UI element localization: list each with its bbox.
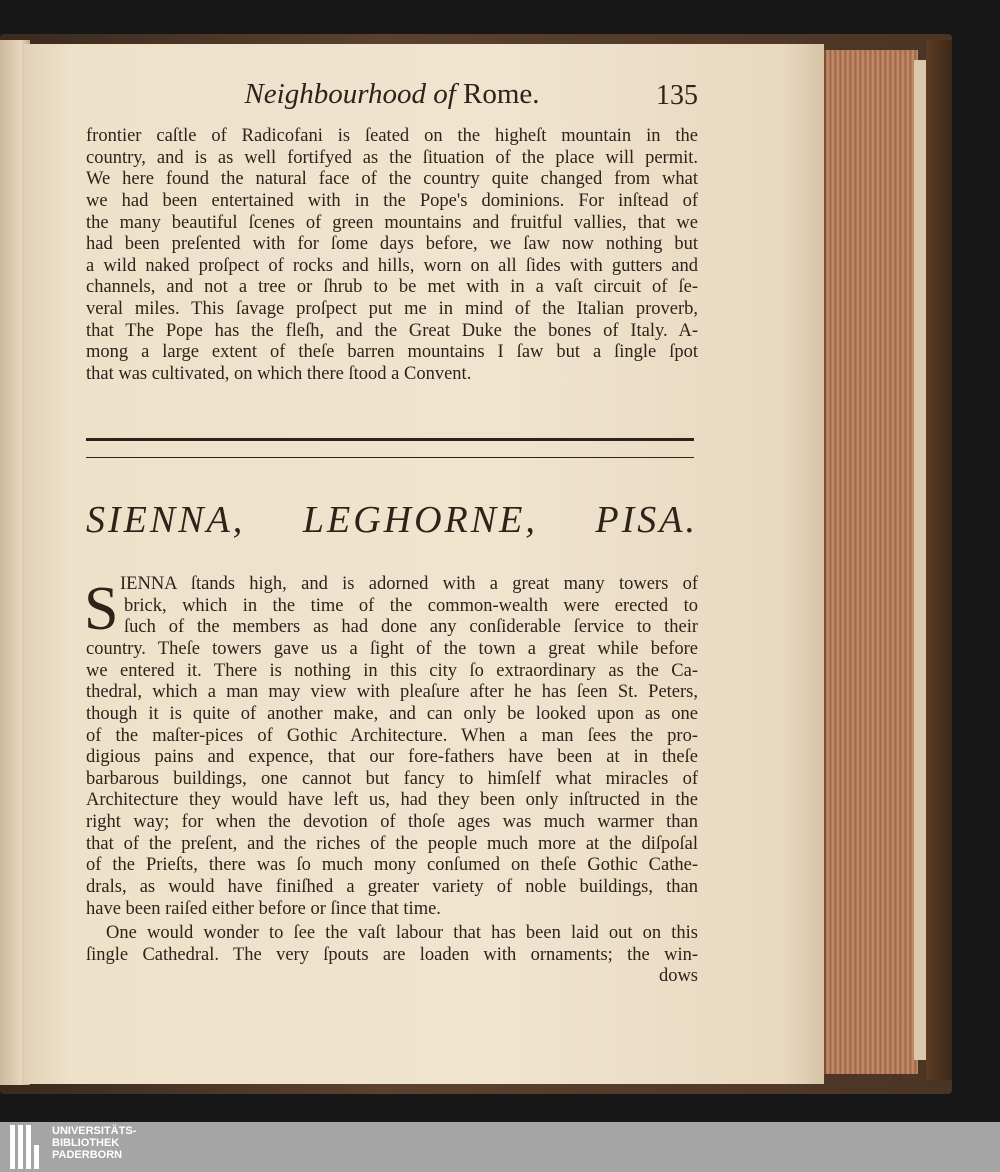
book-cover-right (926, 40, 952, 1080)
text-line: IENNA ſtands high, and is adorned with a great many towers of (120, 574, 698, 594)
text-line: of the maſter-pices of Gothic Architecture. When a man ſees the pro- (86, 725, 698, 746)
page-number: 135 (656, 80, 698, 111)
library-logo-text (52, 1125, 136, 1161)
catchword: dows (658, 966, 698, 986)
text-line: that was cultivated, on which there ſtood a Convent. (86, 364, 472, 385)
text-line: We here found the natural face of the country quite changed from what (86, 169, 698, 190)
library-logo-line-1: UNIVERSITÄTS- (52, 1125, 137, 1137)
running-title (86, 78, 698, 111)
text-line: though it is quite of another make, and can only be looked upon as one (86, 703, 698, 724)
double-rule-thick (86, 438, 694, 441)
text-line: a wild naked proſpect of rocks and hills, worn on all ſides with gutters and (86, 255, 698, 276)
text-line: that of the preſent, and the riches of the people much more at the diſpoſal (86, 833, 698, 854)
text-line: we had been entertained with in the Pope's dominions. For inſtead of (86, 190, 698, 211)
text-line: barbarous buildings, one cannot but fancy to himſelf what miracles of (86, 768, 698, 789)
text-line: mong a large extent of theſe barren mountains I ſaw but a ſingle ſpot (86, 342, 698, 363)
text-line: had been preſented with for ſome days before, we ſaw now nothing but (86, 234, 698, 255)
paragraph-1 (86, 126, 698, 386)
paragraph-2 (86, 639, 698, 920)
text-line: ſuch of the members as had done any conſiderable ſervice to their (124, 617, 698, 638)
running-header (86, 78, 698, 118)
text-line: Architecture they would have left us, had they been only inſtructed in the (86, 790, 698, 811)
text-line: drals, as would have finiſhed a greater variety of noble buildings, than (86, 877, 698, 898)
text-line: veral miles. This ſavage proſpect put me in mind of the Italian proverb, (86, 299, 698, 320)
library-footer-bar (0, 1122, 1000, 1172)
text-line: One would wonder to ſee the vaſt labour that has been laid out on this (106, 923, 698, 943)
text-line: ſingle Cathedral. The very ſpouts are loaden with ornaments; the win- (86, 944, 698, 965)
page-block-shade (914, 60, 926, 1060)
text-line: frontier caſtle of Radicofani is ſeated on the higheſt mountain in the (86, 126, 698, 146)
library-logo-line-3: PADERBORN (52, 1149, 123, 1161)
paragraph-2-opening (84, 574, 698, 643)
section-title: SIENNA, LEGHORNE, PISA. (86, 499, 698, 541)
text-line: the many beautiful ſcenes of green mountains and fruitful vallies, that we (86, 212, 698, 233)
text-line: thedral, which a man may view with pleaſure after he has ſeen St. Peters, (86, 682, 698, 703)
catchword-line (86, 966, 698, 988)
running-title-prefix: Neighbourhood of (244, 78, 456, 110)
text-line: of the Prieſts, there was ſo much mony conſumed on theſe Gothic Cathe- (86, 855, 698, 876)
library-logo-line-2: BIBLIOTHEK (52, 1137, 120, 1149)
text-line: country. Theſe towers gave us a ſight of the town a great while before (86, 639, 698, 659)
text-line: have been raiſed either before or ſince that time. (86, 898, 441, 919)
text-line: that The Pope has the fleſh, and the Great Duke the bones of Italy. A- (86, 320, 698, 341)
text-line: channels, and not a tree or ſhrub to be met with in a vaſt circuit of ſe- (86, 277, 698, 298)
double-rule-thin (86, 457, 694, 458)
drop-cap: S (84, 575, 119, 643)
running-title-city: Rome. (463, 78, 540, 110)
text-line: right way; for when the devotion of thoſe ages was much warmer than (86, 812, 698, 833)
text-line: country, and is as well fortifyed as the ſituation of the place will permit. (86, 147, 698, 168)
paragraph-3 (86, 923, 698, 966)
page-block-edge (824, 50, 918, 1074)
text-line: brick, which in the time of the common-wealth were erected to (124, 595, 698, 616)
text-line: we entered it. There is nothing in this city ſo extraordinary as the Ca- (86, 660, 698, 681)
text-line: digious pains and expence, that our fore-fathers have been at in theſe (86, 747, 698, 768)
library-logo-icon (10, 1125, 44, 1169)
